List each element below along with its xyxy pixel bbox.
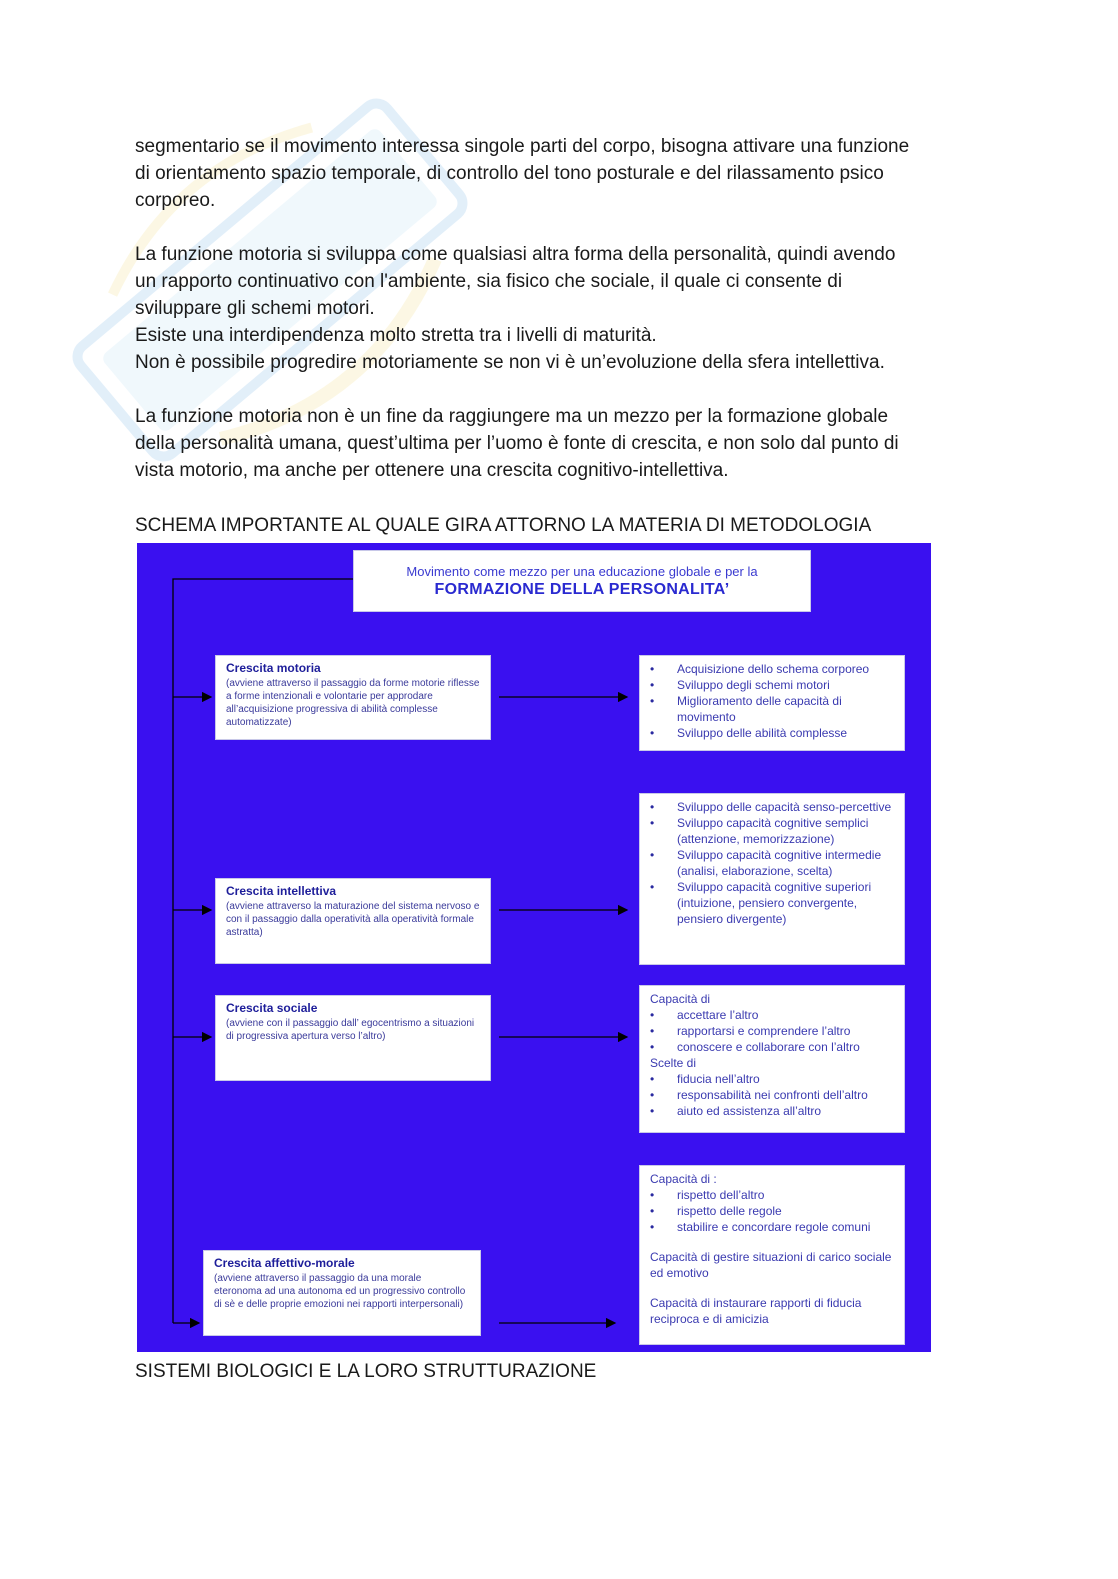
list-item: • rispetto delle regole — [650, 1203, 894, 1219]
text-line: corporeo. — [135, 190, 216, 211]
list-item: • responsabilità nei confronti dell’altro — [650, 1087, 894, 1103]
sociale-box — [215, 995, 491, 1081]
text-line: vista motorio, ma anche per ottenere una crescita cognitivo-intellettiva. — [135, 460, 729, 481]
intellettiva-heading: Crescita intellettiva — [226, 884, 337, 898]
text-line: segmentario se il movimento interessa singole parti del corpo, bisogna attivare una funzione — [135, 136, 910, 157]
sociale-outcomes-box — [639, 985, 905, 1133]
text-line: La funzione motoria non è un fine da raggiungere ma un mezzo per la formazione globale — [135, 406, 889, 427]
affettivo-lead-1: Capacità di : — [650, 1172, 717, 1186]
text-line: Esiste una interdipendenza molto stretta tra i livelli di maturità. — [135, 325, 657, 346]
sociale-heading: Crescita sociale — [226, 1001, 318, 1015]
affettivo-description: (avviene attraverso il passaggio da una morale eteronoma ad una autonoma ed un progressivo controllo di sè e delle proprie emozioni nei rapporti interpersonali) — [214, 1273, 466, 1310]
text-line: della personalità umana, quest’ultima per l’uomo è fonte di crescita, e non solo dal punto di — [135, 433, 899, 454]
list-item: • Sviluppo capacità cognitive intermedie (analisi, elaborazione, scelta) — [650, 847, 894, 879]
text-line: sviluppare gli schemi motori. — [135, 298, 375, 319]
paragraph-2 — [135, 241, 985, 376]
section-heading-sistemi: SISTEMI BIOLOGICI E LA LORO STRUTTURAZIONE — [135, 1361, 597, 1382]
list-item: • Miglioramento delle capacità di movimento — [650, 693, 894, 725]
text-line: di orientamento spazio temporale, di controllo del tono posturale e del rilassamento psico — [135, 163, 884, 184]
diagram-title-box — [353, 550, 811, 612]
diagram-subtitle: Movimento come mezzo per una educazione globale e per la — [406, 564, 758, 579]
section-heading-schema: SCHEMA IMPORTANTE AL QUALE GIRA ATTORNO LA MATERIA DI METODOLOGIA — [135, 515, 872, 536]
list-item: • Sviluppo degli schemi motori — [650, 677, 894, 693]
list-item: • rispetto dell’altro — [650, 1187, 894, 1203]
motoria-box — [215, 655, 491, 740]
motoria-heading: Crescita motoria — [226, 661, 321, 675]
paragraph-1 — [135, 133, 985, 214]
affettivo-heading: Crescita affettivo-morale — [214, 1256, 355, 1270]
affettivo-paragraph-2: Capacità di gestire situazioni di carico sociale ed emotivo — [650, 1250, 892, 1280]
personality-diagram — [137, 543, 931, 1352]
text-line: La funzione motoria si sviluppa come qualsiasi altra forma della personalità, quindi avendo — [135, 244, 896, 265]
sociale-lead-2: Scelte di — [650, 1056, 697, 1070]
paragraph-3 — [135, 403, 985, 484]
list-item: • Sviluppo capacità cognitive superiori (intuizione, pensiero convergente, pensiero divergente) — [650, 879, 894, 927]
text-line: Non è possibile progredire motoriamente se non vi è un’evoluzione della sfera intellettiva. — [135, 352, 885, 373]
list-item: • rapportarsi e comprendere l’altro — [650, 1023, 894, 1039]
intellettiva-box — [215, 878, 491, 964]
list-item: • conoscere e collaborare con l’altro — [650, 1039, 894, 1055]
list-item: • Sviluppo delle abilità complesse — [650, 725, 894, 741]
affettivo-box — [203, 1250, 481, 1336]
list-item: • Sviluppo delle capacità senso-percettive — [650, 799, 894, 815]
list-item: • Acquisizione dello schema corporeo — [650, 661, 894, 677]
motoria-description: (avviene attraverso il passaggio da forme motorie riflesse a forme intenzionali e volontarie per approdare all’acquisizione progressiva di abilità complesse automatizzate) — [226, 678, 480, 728]
list-item: • fiducia nell’altro — [650, 1071, 894, 1087]
intellettiva-outcomes-box — [639, 793, 905, 965]
affettivo-outcomes-box — [639, 1165, 905, 1345]
text-line: un rapporto continuativo con l'ambiente, sia fisico che sociale, il quale ci consente di — [135, 271, 843, 292]
affettivo-paragraph-3: Capacità di instaurare rapporti di fiducia reciproca e di amicizia — [650, 1296, 862, 1326]
list-item: • accettare l’altro — [650, 1007, 894, 1023]
list-item: • aiuto ed assistenza all’altro — [650, 1103, 894, 1119]
motoria-outcomes-box — [639, 655, 905, 751]
list-item: • Sviluppo capacità cognitive semplici (attenzione, memorizzazione) — [650, 815, 894, 847]
sociale-lead-1: Capacità di — [650, 992, 711, 1006]
diagram-title: FORMAZIONE DELLA PERSONALITA’ — [434, 581, 730, 598]
intellettiva-description: (avviene attraverso la maturazione del sistema nervoso e con il passaggio dalla operatività alla operatività formale astratta) — [226, 901, 480, 938]
sociale-description: (avviene con il passaggio dall’ egocentrismo a situazioni di progressiva apertura verso l’altro) — [226, 1018, 475, 1042]
list-item: • stabilire e concordare regole comuni — [650, 1219, 894, 1235]
